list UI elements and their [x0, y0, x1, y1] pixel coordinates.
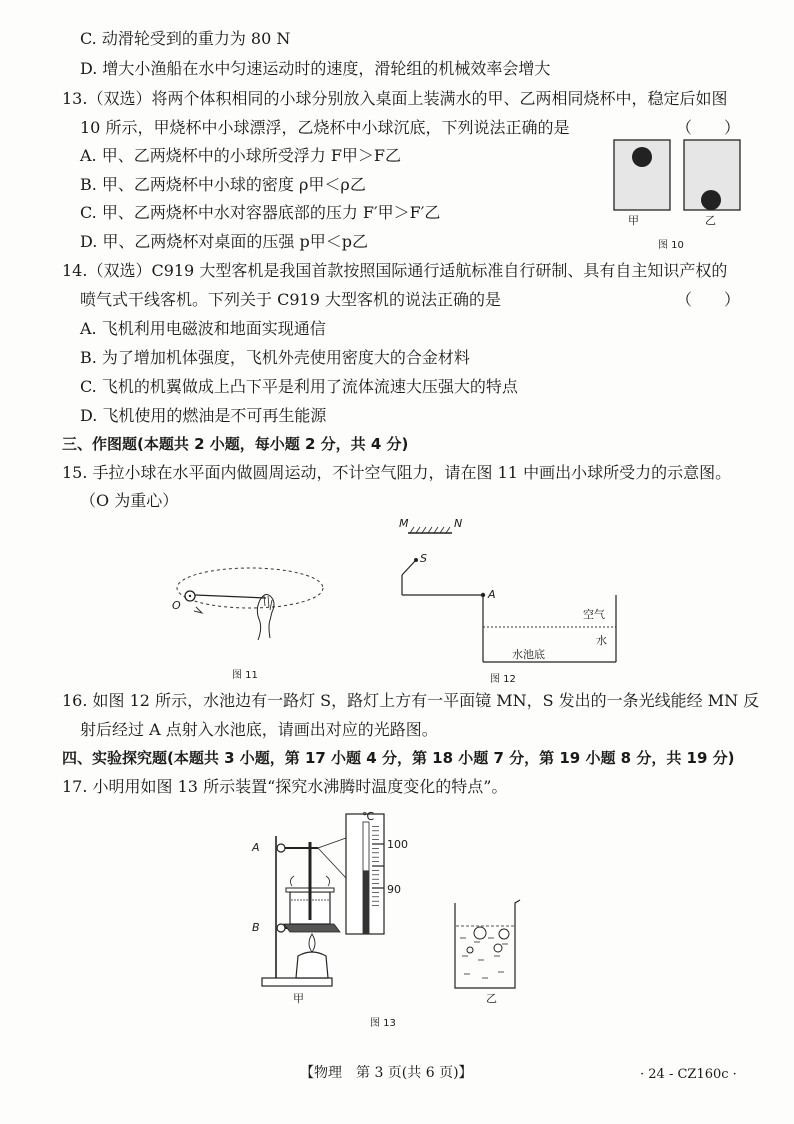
q13-stem-line2: 10 所示，甲烧杯中小球漂浮，乙烧杯中小球沉底，下列说法正确的是: [80, 118, 570, 137]
q14-option-d: D. 飞机使用的燃油是不可再生能源: [80, 406, 327, 425]
q15-stem-line2: （O 为重心）: [80, 491, 179, 510]
q13-option-c: C. 甲、乙两烧杯中水对容器底部的压力 F′甲＞F′乙: [80, 203, 441, 222]
fig12-label-n: N: [454, 517, 463, 530]
clamp-a: [277, 844, 285, 852]
direction-arrow: [194, 607, 202, 613]
section-4-heading: 四、实验探究题(本题共 3 小题，第 17 小题 4 分，第 18 小题 7 分，第 19 小题 8 分，共 19 分): [62, 749, 735, 767]
fig11-caption: 图 11: [232, 670, 258, 681]
string: [195, 595, 266, 598]
q12-option-d: D. 增大小渔船在水中匀速运动时的速度，滑轮组的机械效率会增大: [80, 59, 551, 78]
q15-stem-line1: 15. 手拉小球在水平面内做圆周运动，不计空气阻力，请在图 11 中画出小球所受力的示意图。: [62, 463, 732, 482]
beaker-yi-waves: [460, 938, 508, 978]
stand-base: [262, 978, 332, 986]
q17-stem-line1: 17. 小明用如图 13 所示装置“探究水沸腾时温度变化的特点”。: [62, 777, 508, 796]
fig10-label-yi: 乙: [705, 214, 716, 227]
q14-answer-paren: （ ）: [676, 290, 741, 309]
clamp-b: [277, 924, 285, 932]
mirror-hatch: [410, 527, 450, 533]
figure-11: [170, 560, 330, 660]
beaker-yi: [455, 900, 520, 988]
section-3-heading: 三、作图题(本题共 2 小题，每小题 2 分，共 4 分): [62, 435, 409, 453]
q16-stem-line1: 16. 如图 12 所示，水池边有一路灯 S，路灯上方有一平面镜 MN，S 发出的一条光线能经 MN 反: [62, 691, 760, 710]
q14-stem-line1: 14.（双选）C919 大型客机是我国首款按照国际通行适航标准自行研制、具有自主知识产权的: [62, 261, 728, 280]
bubble: [494, 944, 502, 952]
lamp-s: [414, 558, 418, 562]
q13-option-d: D. 甲、乙两烧杯对桌面的压强 p甲＜p乙: [80, 232, 369, 251]
zoom-line-bottom: [318, 848, 346, 878]
q12-option-c: C. 动滑轮受到的重力为 80 N: [80, 29, 291, 48]
flame: [309, 934, 315, 952]
fig12-label-air: 空气: [583, 608, 605, 621]
fig13-label-b: B: [252, 921, 260, 934]
ball-center: [189, 595, 191, 597]
alcohol-lamp: [296, 952, 328, 978]
ball-sunk: [701, 190, 721, 210]
footer-page-info: 【物理 第 3 页(共 6 页)】: [300, 1065, 473, 1081]
fig13-label-yi: 乙: [486, 992, 497, 1005]
lamp-arm: [402, 560, 416, 575]
mercury-column: [363, 870, 369, 934]
fig13-tick-90: 90: [387, 883, 401, 896]
fig13-tick-100: 100: [387, 838, 408, 851]
circular-path: [177, 568, 323, 608]
bubble: [474, 927, 486, 939]
fig12-label-a: A: [488, 588, 496, 601]
fig12-caption: 图 12: [490, 674, 516, 685]
q13-answer-paren: （ ）: [676, 118, 741, 137]
fig12-label-bottom: 水池底: [512, 648, 545, 661]
fig13-label-jia: 甲: [293, 992, 304, 1005]
q13-option-a: A. 甲、乙两烧杯中的小球所受浮力 F甲＞F乙: [80, 146, 402, 165]
fig10-caption: 图 10: [658, 240, 684, 251]
figure-12: [390, 515, 620, 665]
fig13-label-a: A: [252, 841, 260, 854]
bubble: [499, 929, 509, 939]
fig12-label-m: M: [399, 517, 409, 530]
fig13-caption: 图 13: [370, 1018, 396, 1029]
q13-stem-line1: 13.（双选）将两个体积相同的小球分别放入桌面上装满水的甲、乙两相同烧杯中，稳定后如图: [62, 89, 728, 108]
q16-stem-line2: 射后经过 A 点射入水池底，请画出对应的光路图。: [80, 720, 438, 739]
q14-option-a: A. 飞机利用电磁波和地面实现通信: [80, 319, 326, 338]
figure-10: [612, 140, 742, 220]
footer-code: · 24 - CZ160c ·: [640, 1067, 737, 1082]
fig11-label-o: O: [172, 599, 181, 612]
q13-option-b: B. 甲、乙两烧杯中小球的密度 ρ甲＜ρ乙: [80, 175, 366, 194]
zoom-line-top: [318, 838, 346, 848]
fig13-unit: ℃: [362, 810, 375, 823]
fig12-label-s: S: [420, 552, 427, 565]
q14-option-c: C. 飞机的机翼做成上凸下平是利用了流体流速大压强大的特点: [80, 377, 518, 396]
fig10-label-jia: 甲: [628, 214, 639, 227]
ball-floating: [632, 147, 652, 167]
q14-option-b: B. 为了增加机体强度，飞机外壳使用密度大的合金材料: [80, 348, 470, 367]
bubble: [467, 947, 473, 953]
gauze: [284, 924, 340, 932]
fig12-label-water: 水: [596, 634, 607, 647]
q14-stem-line2: 喷气式干线客机。下列关于 C919 大型客机的说法正确的是: [80, 290, 501, 309]
